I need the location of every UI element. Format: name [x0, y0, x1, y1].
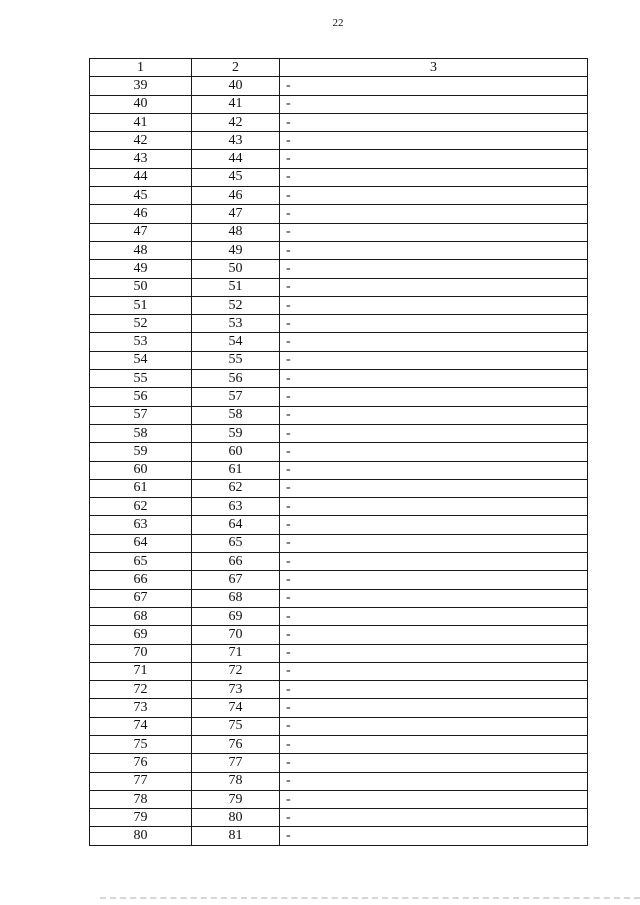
table-cell-col-2: 40 — [192, 77, 280, 95]
table-row — [90, 662, 588, 680]
table-cell-col-3: - — [280, 278, 588, 296]
table-cell-col-2: 45 — [192, 168, 280, 186]
table-row — [90, 113, 588, 131]
table-cell-col-3: - — [280, 150, 588, 168]
table-cell-col-2: 78 — [192, 772, 280, 790]
table-cell-col-1: 51 — [90, 296, 192, 314]
table-cell-col-1: 40 — [90, 95, 192, 113]
table-cell-col-3: - — [280, 315, 588, 333]
table-row — [90, 553, 588, 571]
table-cell-col-3: - — [280, 205, 588, 223]
table-cell-col-1: 77 — [90, 772, 192, 790]
page-number: 22 — [332, 17, 344, 29]
table-cell-col-3: - — [280, 241, 588, 259]
table-cell-col-1: 44 — [90, 168, 192, 186]
column-header-3: 3 — [280, 59, 588, 77]
table-row — [90, 735, 588, 753]
table-row — [90, 571, 588, 589]
table-cell-col-2: 80 — [192, 809, 280, 827]
table-cell-col-2: 44 — [192, 150, 280, 168]
table-cell-col-3: - — [280, 809, 588, 827]
column-header-2: 2 — [192, 59, 280, 77]
data-table — [89, 58, 588, 846]
table-cell-col-1: 74 — [90, 717, 192, 735]
table-cell-col-2: 58 — [192, 406, 280, 424]
table-cell-col-1: 42 — [90, 132, 192, 150]
table-cell-col-1: 43 — [90, 150, 192, 168]
table-cell-col-2: 64 — [192, 516, 280, 534]
table-cell-col-3: - — [280, 479, 588, 497]
table-body — [90, 77, 588, 845]
table-cell-col-1: 41 — [90, 113, 192, 131]
table-cell-col-2: 60 — [192, 443, 280, 461]
table-cell-col-3: - — [280, 370, 588, 388]
table-cell-col-3: - — [280, 516, 588, 534]
table-header-row — [90, 59, 588, 77]
table-cell-col-3: - — [280, 735, 588, 753]
table-row — [90, 809, 588, 827]
table-row — [90, 223, 588, 241]
table-row — [90, 260, 588, 278]
table-row — [90, 168, 588, 186]
table-row — [90, 296, 588, 314]
table-cell-col-3: - — [280, 406, 588, 424]
table-cell-col-3: - — [280, 662, 588, 680]
table-cell-col-1: 79 — [90, 809, 192, 827]
table-cell-col-2: 74 — [192, 699, 280, 717]
table-cell-col-1: 47 — [90, 223, 192, 241]
table-cell-col-2: 68 — [192, 589, 280, 607]
table-row — [90, 351, 588, 369]
table-row — [90, 626, 588, 644]
table-cell-col-1: 69 — [90, 626, 192, 644]
table-cell-col-2: 57 — [192, 388, 280, 406]
table-cell-col-2: 47 — [192, 205, 280, 223]
table-row — [90, 516, 588, 534]
table-cell-col-3: - — [280, 589, 588, 607]
table-cell-col-3: - — [280, 132, 588, 150]
table-cell-col-3: - — [280, 95, 588, 113]
table-cell-col-3: - — [280, 351, 588, 369]
table-row — [90, 406, 588, 424]
table-row — [90, 150, 588, 168]
table-cell-col-2: 61 — [192, 461, 280, 479]
table-cell-col-2: 62 — [192, 479, 280, 497]
table-cell-col-1: 65 — [90, 553, 192, 571]
table-cell-col-2: 56 — [192, 370, 280, 388]
table-cell-col-3: - — [280, 571, 588, 589]
table-cell-col-1: 72 — [90, 681, 192, 699]
table-cell-col-2: 67 — [192, 571, 280, 589]
table-cell-col-3: - — [280, 113, 588, 131]
table-cell-col-1: 60 — [90, 461, 192, 479]
table-cell-col-2: 81 — [192, 827, 280, 845]
table-cell-col-3: - — [280, 333, 588, 351]
table-cell-col-1: 73 — [90, 699, 192, 717]
table-cell-col-3: - — [280, 699, 588, 717]
table-cell-col-3: - — [280, 498, 588, 516]
table-row — [90, 717, 588, 735]
table-row — [90, 187, 588, 205]
table-cell-col-1: 76 — [90, 754, 192, 772]
table-cell-col-2: 42 — [192, 113, 280, 131]
table-cell-col-1: 46 — [90, 205, 192, 223]
table-cell-col-2: 51 — [192, 278, 280, 296]
table-cell-col-1: 70 — [90, 644, 192, 662]
table-row — [90, 241, 588, 259]
table-cell-col-2: 53 — [192, 315, 280, 333]
table-cell-col-2: 54 — [192, 333, 280, 351]
table-cell-col-1: 56 — [90, 388, 192, 406]
table-row — [90, 370, 588, 388]
table-row — [90, 827, 588, 845]
table-cell-col-2: 76 — [192, 735, 280, 753]
table-cell-col-2: 79 — [192, 790, 280, 808]
table-cell-col-2: 72 — [192, 662, 280, 680]
table-cell-col-3: - — [280, 168, 588, 186]
table-row — [90, 607, 588, 625]
table-cell-col-2: 43 — [192, 132, 280, 150]
table-cell-col-1: 50 — [90, 278, 192, 296]
scan-artifact-marks — [100, 897, 640, 903]
table-cell-col-3: - — [280, 260, 588, 278]
table-cell-col-1: 68 — [90, 607, 192, 625]
table-cell-col-1: 66 — [90, 571, 192, 589]
table-cell-col-1: 63 — [90, 516, 192, 534]
table-cell-col-2: 75 — [192, 717, 280, 735]
table-cell-col-2: 50 — [192, 260, 280, 278]
table-cell-col-1: 78 — [90, 790, 192, 808]
table-cell-col-1: 59 — [90, 443, 192, 461]
table-cell-col-2: 69 — [192, 607, 280, 625]
table-row — [90, 315, 588, 333]
table-cell-col-1: 52 — [90, 315, 192, 333]
table-row — [90, 498, 588, 516]
table-cell-col-3: - — [280, 424, 588, 442]
data-table-container — [89, 58, 588, 846]
table-row — [90, 132, 588, 150]
table-cell-col-3: - — [280, 626, 588, 644]
table-cell-col-1: 58 — [90, 424, 192, 442]
table-cell-col-3: - — [280, 187, 588, 205]
table-cell-col-2: 48 — [192, 223, 280, 241]
table-row — [90, 95, 588, 113]
table-row — [90, 461, 588, 479]
table-cell-col-1: 75 — [90, 735, 192, 753]
table-row — [90, 589, 588, 607]
table-cell-col-3: - — [280, 827, 588, 845]
table-cell-col-2: 73 — [192, 681, 280, 699]
table-row — [90, 644, 588, 662]
table-cell-col-3: - — [280, 534, 588, 552]
table-cell-col-3: - — [280, 223, 588, 241]
table-cell-col-1: 71 — [90, 662, 192, 680]
table-cell-col-3: - — [280, 644, 588, 662]
table-cell-col-1: 57 — [90, 406, 192, 424]
table-cell-col-2: 70 — [192, 626, 280, 644]
table-row — [90, 205, 588, 223]
table-cell-col-1: 61 — [90, 479, 192, 497]
table-cell-col-2: 66 — [192, 553, 280, 571]
table-row — [90, 699, 588, 717]
table-cell-col-1: 80 — [90, 827, 192, 845]
table-cell-col-3: - — [280, 77, 588, 95]
table-row — [90, 681, 588, 699]
table-cell-col-1: 49 — [90, 260, 192, 278]
table-cell-col-2: 41 — [192, 95, 280, 113]
table-cell-col-1: 48 — [90, 241, 192, 259]
table-cell-col-3: - — [280, 772, 588, 790]
table-cell-col-1: 45 — [90, 187, 192, 205]
table-cell-col-3: - — [280, 461, 588, 479]
table-cell-col-2: 77 — [192, 754, 280, 772]
table-cell-col-2: 63 — [192, 498, 280, 516]
table-row — [90, 333, 588, 351]
table-cell-col-3: - — [280, 717, 588, 735]
table-row — [90, 790, 588, 808]
table-row — [90, 278, 588, 296]
table-cell-col-3: - — [280, 754, 588, 772]
table-cell-col-2: 65 — [192, 534, 280, 552]
table-row — [90, 534, 588, 552]
table-cell-col-3: - — [280, 443, 588, 461]
table-cell-col-3: - — [280, 296, 588, 314]
table-row — [90, 754, 588, 772]
table-row — [90, 77, 588, 95]
table-cell-col-2: 55 — [192, 351, 280, 369]
table-cell-col-3: - — [280, 790, 588, 808]
table-cell-col-3: - — [280, 388, 588, 406]
table-row — [90, 772, 588, 790]
table-cell-col-1: 53 — [90, 333, 192, 351]
table-row — [90, 388, 588, 406]
table-cell-col-1: 39 — [90, 77, 192, 95]
table-cell-col-1: 64 — [90, 534, 192, 552]
table-row — [90, 443, 588, 461]
table-row — [90, 424, 588, 442]
table-cell-col-1: 67 — [90, 589, 192, 607]
table-cell-col-1: 55 — [90, 370, 192, 388]
table-cell-col-2: 71 — [192, 644, 280, 662]
table-cell-col-1: 54 — [90, 351, 192, 369]
table-cell-col-2: 52 — [192, 296, 280, 314]
table-cell-col-3: - — [280, 607, 588, 625]
table-cell-col-3: - — [280, 681, 588, 699]
column-header-1: 1 — [90, 59, 192, 77]
table-cell-col-1: 62 — [90, 498, 192, 516]
table-cell-col-2: 59 — [192, 424, 280, 442]
table-cell-col-2: 49 — [192, 241, 280, 259]
table-cell-col-3: - — [280, 553, 588, 571]
table-cell-col-2: 46 — [192, 187, 280, 205]
table-row — [90, 479, 588, 497]
